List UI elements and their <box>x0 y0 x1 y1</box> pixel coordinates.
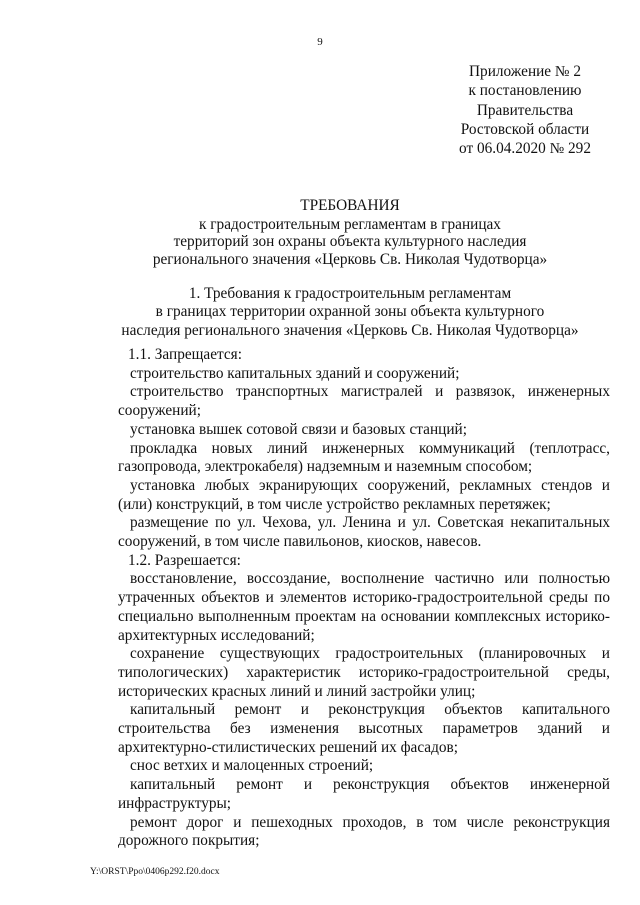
document-body <box>118 346 610 851</box>
appendix-line: к постановлению <box>468 82 582 100</box>
section-heading <box>100 285 600 340</box>
file-path-footer: Y:\ORST\Ppo\0406p292.f20.docx <box>90 867 220 877</box>
permitted-item: снос ветхих и малоценных строений; <box>130 757 374 775</box>
appendix-line: от 06.04.2020 № 292 <box>459 140 591 158</box>
appendix-line: Приложение № 2 <box>469 63 581 80</box>
permitted-item: капитальный ремонт и реконструкция объектов инженерной инфраструктуры; <box>118 776 610 812</box>
appendix-line: Ростовской области <box>460 120 590 138</box>
prohibited-heading: 1.1. Запрещается: <box>128 346 242 363</box>
section-heading-line: в границах территории охранной зоны объекта культурного <box>155 303 545 321</box>
prohibited-item: строительство транспортных магистралей и развязок, инженерных сооружений; <box>118 383 610 420</box>
permitted-heading: 1.2. Разрешается: <box>128 551 241 569</box>
section-heading-line: 1. Требования к градостроительным регламентам <box>188 285 512 302</box>
permitted-item: ремонт дорог и пешеходных проходов, в том числе реконструкция дорожного покрытия; <box>118 813 610 850</box>
section-heading-line: наследия регионального значения «Церковь Св. Николая Чудотворца» <box>121 321 579 339</box>
title-line: к градостроительным регламентам в границах <box>199 215 501 233</box>
prohibited-item: строительство капитальных зданий и сооружений; <box>130 364 460 382</box>
title-line: регионального значения «Церковь Св. Николая Чудотворца» <box>152 250 548 268</box>
document-title <box>100 197 600 268</box>
title-main: ТРЕБОВАНИЯ <box>300 197 400 214</box>
prohibited-item: размещение по ул. Чехова, ул. Ленина и ул. Советская некапитальных сооружений, в том числе павильонов, киосков, навесов. <box>118 514 610 551</box>
page-number: 9 <box>317 36 323 48</box>
permitted-item: восстановление, воссоздание, восполнение частично или полностью утраченных объектов и элементов историко-градостроительной среды по специально выполненным проектам на основании комплексных историко-архитектурных исследований; <box>118 570 610 644</box>
appendix-line: Правительства <box>476 101 574 119</box>
permitted-item: капитальный ремонт и реконструкция объектов капитального строительства без изменения высотных параметров зданий и архитектурно-стилистических решений их фасадов; <box>118 701 610 756</box>
title-line: территорий зон охраны объекта культурного наследия <box>173 233 527 250</box>
appendix-reference <box>440 62 610 158</box>
prohibited-item: установка вышек сотовой связи и базовых станций; <box>130 420 467 438</box>
permitted-item: сохранение существующих градостроительных (планировочных и типологических) характеристик историко-градостроительной среды, исторических красных линий и линий застройки улиц; <box>118 645 610 700</box>
prohibited-item: установка любых экранирующих сооружений, рекламных стендов и (или) конструкций, в том числе устройство рекламных перетяжек; <box>118 476 610 513</box>
prohibited-item: прокладка новых линий инженерных коммуникаций (теплотрасс, газопровода, электрокабеля) надземным и наземным способом; <box>118 439 610 476</box>
